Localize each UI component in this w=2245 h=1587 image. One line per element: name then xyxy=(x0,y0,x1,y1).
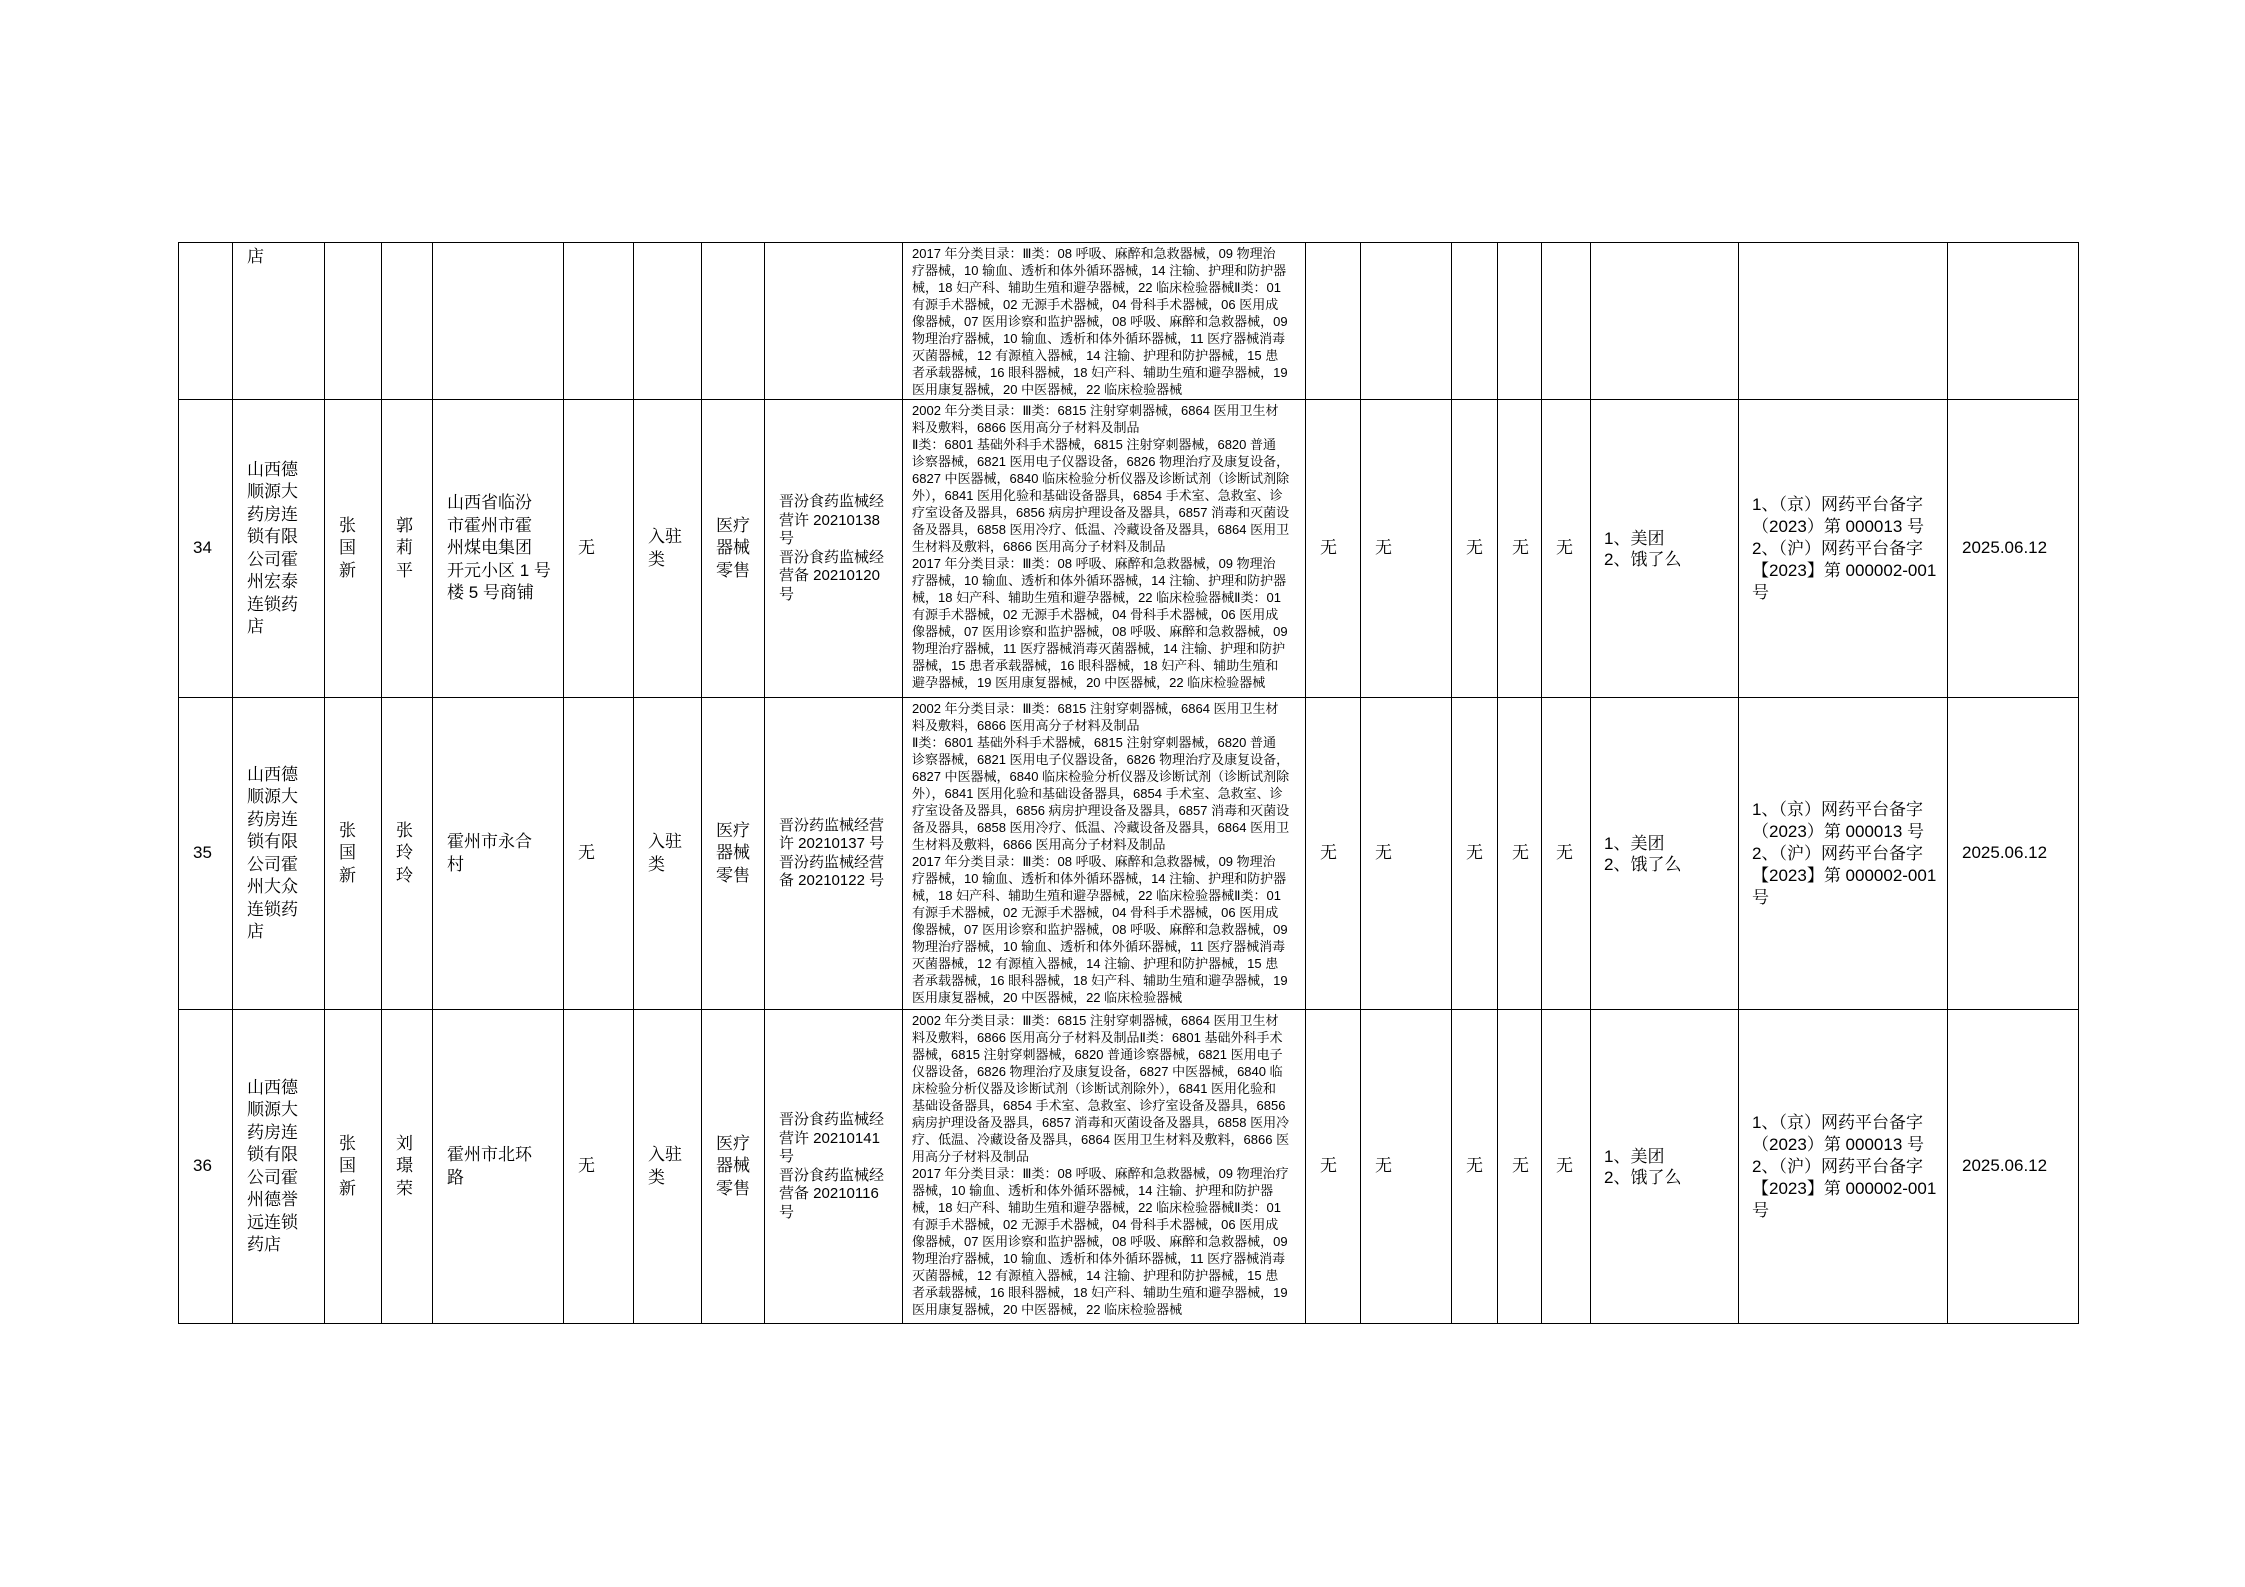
company-name-line: 山西德 xyxy=(247,764,298,784)
entry-type-cell xyxy=(634,698,702,1010)
license-number-line: 营许 20210138 xyxy=(779,511,880,529)
business-scope-line: 疗器械，10 输血、透析和体外循环器械，14 注输、护理和防护器 xyxy=(912,263,1287,278)
field-6-value: 无 xyxy=(578,843,595,863)
platform-record-number-line: （2023）第 000013 号 xyxy=(1752,516,1924,536)
license-number-line: 晋汾药监械经营 xyxy=(779,853,885,871)
business-scope-line: 者承载器械，16 眼科器械，18 妇产科、辅助生殖和避孕器械，19 xyxy=(912,973,1288,988)
business-type-line: 医疗 xyxy=(716,820,750,840)
business-scope-line: 疗器械，10 输血、透析和体外循环器械，14 注输、护理和防护器 xyxy=(912,573,1287,588)
business-scope-line: 疗器械，10 输血、透析和体外循环器械，14 注输、护理和防护器 xyxy=(912,871,1287,886)
business-scope-line: 械，18 妇产科、辅助生殖和避孕器械，22 临床检验器械Ⅱ类：01 xyxy=(912,888,1282,903)
entry-type-cell xyxy=(634,243,702,400)
business-type-line: 器械 xyxy=(716,843,750,863)
legal-representative-line: 新 xyxy=(339,865,356,885)
field-11-value: 无 xyxy=(1320,1156,1337,1176)
business-scope-line: Ⅱ类：6801 基础外科手术器械，6815 注射穿刺器械，6820 普通 xyxy=(912,735,1276,750)
field-13-value-cell xyxy=(1452,698,1498,1010)
entry-type-line: 类 xyxy=(648,549,665,569)
business-scope-line: 医用康复器械，20 中医器械，22 临床检验器械 xyxy=(912,990,1183,1005)
company-name-line: 锁有限 xyxy=(247,832,298,851)
address-line: 村 xyxy=(447,854,464,874)
platform-record-number-line: 【2023】第 000002-001 xyxy=(1752,1178,1937,1198)
business-scope-line: 生材料及敷料，6866 医用高分子材料及制品 xyxy=(912,837,1166,852)
license-number-cell xyxy=(765,243,903,400)
business-scope-line: 6827 中医器械，6840 临床检验分析仪器及诊断试剂（诊断试剂除 xyxy=(912,769,1290,784)
business-type-cell xyxy=(702,698,765,1010)
address-line: 霍州市北环 xyxy=(447,1145,532,1164)
business-scope-line: 疗室设备及器具，6856 病房护理设备及器具，6857 消毒和灭菌设 xyxy=(912,803,1290,818)
business-scope-line: 灭菌器械，12 有源植入器械，14 注输、护理和防护器械，15 患 xyxy=(912,956,1279,971)
legal-representative-line: 国 xyxy=(339,1156,356,1176)
platform-record-number-line: 号 xyxy=(1752,1200,1769,1220)
license-number-line: 号 xyxy=(779,1148,795,1165)
date: 2025.06.12 xyxy=(1962,843,2048,863)
business-scope-cell xyxy=(903,400,1306,698)
platform-list-cell xyxy=(1591,400,1739,698)
business-type-line: 零售 xyxy=(716,865,750,885)
person-in-charge-line: 平 xyxy=(396,560,413,580)
platform-record-number-line: 1、（京）网药平台备字 xyxy=(1752,494,1923,514)
business-scope-line: Ⅱ类：6801 基础外科手术器械，6815 注射穿刺器械，6820 普通 xyxy=(912,437,1276,452)
business-scope-line: 2017 年分类目录：Ⅲ类：08 呼吸、麻醉和急救器械，09 物理治 xyxy=(912,556,1276,571)
field-12-value-cell xyxy=(1361,243,1452,400)
company-name-line: 公司霍 xyxy=(247,854,298,874)
person-in-charge-line: 玲 xyxy=(396,865,413,885)
business-scope-line: 料及敷料，6866 医用高分子材料及制品Ⅱ类：6801 基础外科手术 xyxy=(912,1030,1283,1045)
legal-representative-line: 张 xyxy=(339,515,356,535)
field-13-value: 无 xyxy=(1466,538,1483,558)
business-scope-line: 像器械，07 医用诊察和监护器械，08 呼吸、麻醉和急救器械，09 xyxy=(912,1234,1288,1249)
address-line: 市霍州市霍 xyxy=(447,515,532,535)
platform-record-number-cell xyxy=(1739,1010,1948,1324)
platform-record-number-line: 【2023】第 000002-001 xyxy=(1752,865,1937,885)
legal-representative-cell xyxy=(325,243,382,400)
business-scope-line: 有源手术器械，02 无源手术器械，04 骨科手术器械，06 医用成 xyxy=(912,297,1279,312)
address-cell xyxy=(433,400,564,698)
business-type-cell xyxy=(702,400,765,698)
address-line: 霍州市永合 xyxy=(447,832,532,851)
platform-record-number-cell xyxy=(1739,243,1948,400)
legal-representative-line: 国 xyxy=(339,843,356,863)
business-type-line: 零售 xyxy=(716,560,750,580)
business-scope-line: 诊察器械，6821 医用电子仪器设备，6826 物理治疗及康复设备， xyxy=(912,752,1290,767)
field-11-value: 无 xyxy=(1320,538,1337,558)
business-type-cell xyxy=(702,243,765,400)
person-in-charge-cell xyxy=(382,400,433,698)
field-6-value-cell xyxy=(564,243,634,400)
platform-record-number-line: （2023）第 000013 号 xyxy=(1752,821,1924,841)
field-13-value-cell xyxy=(1452,1010,1498,1324)
date-cell xyxy=(1948,400,2079,698)
business-scope-line: 2017 年分类目录：Ⅲ类：08 呼吸、麻醉和急救器械，09 物理治疗 xyxy=(912,1166,1289,1181)
serial-number-cell xyxy=(179,400,233,698)
business-scope-line: 生材料及敷料，6866 医用高分子材料及制品 xyxy=(912,539,1166,554)
license-number-line: 营备 20210116 xyxy=(779,1185,879,1202)
business-scope-line: 灭菌器械，12 有源植入器械，14 注输、护理和防护器械，15 患 xyxy=(912,1268,1279,1283)
field-6-value-cell xyxy=(564,400,634,698)
business-scope-line: 者承载器械，16 眼科器械，18 妇产科、辅助生殖和避孕器械，19 xyxy=(912,1285,1288,1300)
field-13-value: 无 xyxy=(1466,1156,1483,1176)
business-scope-line: 械，18 妇产科、辅助生殖和避孕器械，22 临床检验器械Ⅱ类：01 xyxy=(912,590,1282,605)
business-scope-line: 床检验分析仪器及诊断试剂（诊断试剂除外），6841 医用化验和 xyxy=(912,1081,1277,1096)
business-scope-cell xyxy=(903,243,1306,400)
legal-representative-line: 张 xyxy=(339,820,356,840)
business-scope-cell xyxy=(903,698,1306,1010)
business-scope-line: 外），6841 医用化验和基础设备器具，6854 手术室、急救室、诊 xyxy=(912,786,1283,801)
field-15-value: 无 xyxy=(1556,1156,1573,1176)
platform-list-line: 1、美团 xyxy=(1604,1146,1665,1166)
platform-record-number-line: 1、（京）网药平台备字 xyxy=(1752,799,1923,819)
business-type-line: 器械 xyxy=(716,1156,750,1176)
business-scope-line: 基础设备器具，6854 手术室、急救室、诊疗室设备及器具，6856 xyxy=(912,1098,1286,1113)
field-14-value: 无 xyxy=(1512,538,1529,558)
field-11-value-cell xyxy=(1306,400,1361,698)
address-line: 路 xyxy=(447,1167,464,1187)
business-scope-line: 6827 中医器械，6840 临床检验分析仪器及诊断试剂（诊断试剂除 xyxy=(912,471,1290,486)
company-name-cell xyxy=(233,1010,325,1324)
table-row xyxy=(179,400,2079,698)
company-name-line: 州德誉 xyxy=(247,1190,298,1209)
business-scope-line: 物理治疗器械，10 输血、透析和体外循环器械，11 医疗器械消毒 xyxy=(912,1251,1286,1266)
business-scope-line: 器械，10 输血、透析和体外循环器械，14 注输、护理和防护器 xyxy=(912,1183,1274,1198)
platform-record-number-line: 号 xyxy=(1752,887,1769,907)
legal-representative-line: 张 xyxy=(339,1133,356,1153)
business-scope-line: 医用康复器械，20 中医器械，22 临床检验器械 xyxy=(912,1302,1183,1317)
business-scope-line: 2017 年分类目录：Ⅲ类：08 呼吸、麻醉和急救器械，09 物理治 xyxy=(912,246,1276,261)
company-name-line: 公司霍 xyxy=(247,1167,298,1187)
license-number-line: 营备 20210120 xyxy=(779,567,880,584)
company-name-line: 锁有限 xyxy=(247,527,298,546)
business-scope-line: 灭菌器械，12 有源植入器械，14 注输、护理和防护器械，15 患 xyxy=(912,348,1279,363)
serial-number: 35 xyxy=(193,843,212,863)
field-13-value-cell xyxy=(1452,243,1498,400)
field-6-value: 无 xyxy=(578,1156,595,1176)
field-13-value: 无 xyxy=(1466,843,1483,863)
field-12-value: 无 xyxy=(1375,1156,1392,1176)
serial-number: 34 xyxy=(193,538,212,558)
address-cell xyxy=(433,243,564,400)
legal-representative-line: 新 xyxy=(339,560,356,580)
field-11-value-cell xyxy=(1306,243,1361,400)
field-12-value-cell xyxy=(1361,400,1452,698)
business-scope-line: 用高分子材料及制品 xyxy=(912,1149,1030,1164)
entry-type-cell xyxy=(634,400,702,698)
company-name-cell xyxy=(233,698,325,1010)
address-cell xyxy=(433,698,564,1010)
business-scope-line: 2017 年分类目录：Ⅲ类：08 呼吸、麻醉和急救器械，09 物理治 xyxy=(912,854,1276,869)
business-scope-line: 诊察器械，6821 医用电子仪器设备，6826 物理治疗及康复设备， xyxy=(912,454,1290,469)
business-scope-line: 器械，15 患者承载器械，16 眼科器械，18 妇产科、辅助生殖和 xyxy=(912,658,1279,673)
field-15-value: 无 xyxy=(1556,538,1573,558)
person-in-charge-line: 张 xyxy=(396,820,413,840)
company-name-line: 店 xyxy=(247,922,264,941)
license-number-line: 号 xyxy=(779,1203,795,1221)
field-11-value-cell xyxy=(1306,1010,1361,1324)
field-6-value-cell xyxy=(564,1010,634,1324)
table-row xyxy=(179,1010,2079,1324)
business-scope-line: 料及敷料，6866 医用高分子材料及制品 xyxy=(912,420,1140,435)
entry-type-line: 类 xyxy=(648,1167,665,1187)
license-number-line: 晋汾食药监械经 xyxy=(779,1111,885,1128)
table-row xyxy=(179,698,2079,1010)
address-line: 楼 5 号商铺 xyxy=(447,583,534,603)
company-name-line: 药店 xyxy=(247,1235,281,1254)
business-scope-line: 有源手术器械，02 无源手术器械，04 骨科手术器械，06 医用成 xyxy=(912,607,1279,622)
person-in-charge-cell xyxy=(382,1010,433,1324)
business-scope-line: 像器械，07 医用诊察和监护器械，08 呼吸、麻醉和急救器械，09 xyxy=(912,314,1288,329)
address-cell xyxy=(433,1010,564,1324)
platform-list-line: 2、饿了么 xyxy=(1604,1167,1682,1187)
person-in-charge-line: 莉 xyxy=(396,538,413,558)
legal-representative-line: 新 xyxy=(339,1178,356,1198)
legal-representative-cell xyxy=(325,698,382,1010)
field-15-value-cell xyxy=(1542,698,1591,1010)
license-number-line: 晋汾药监械经营 xyxy=(779,816,885,834)
person-in-charge-line: 荣 xyxy=(396,1178,413,1198)
table-row xyxy=(179,243,2079,400)
platform-list-line: 2、饿了么 xyxy=(1604,854,1682,874)
field-6-value: 无 xyxy=(578,538,595,558)
field-12-value-cell xyxy=(1361,698,1452,1010)
license-number-cell xyxy=(765,1010,903,1324)
field-14-value: 无 xyxy=(1512,1156,1529,1176)
field-11-value-cell xyxy=(1306,698,1361,1010)
company-name-line: 连锁药 xyxy=(247,594,298,614)
date-cell xyxy=(1948,1010,2079,1324)
field-12-value: 无 xyxy=(1375,538,1392,558)
company-name-line: 远连锁 xyxy=(247,1212,298,1232)
business-scope-line: 疗室设备及器具，6856 病房护理设备及器具，6857 消毒和灭菌设 xyxy=(912,505,1290,520)
address-line: 州煤电集团 xyxy=(447,538,532,558)
platform-list-cell xyxy=(1591,243,1739,400)
entry-type-line: 类 xyxy=(648,854,665,874)
license-number-line: 晋汾食药监械经 xyxy=(779,1166,885,1184)
legal-representative-line: 国 xyxy=(339,538,356,558)
business-scope-line: 械，18 妇产科、辅助生殖和避孕器械，22 临床检验器械Ⅱ类：01 xyxy=(912,280,1282,295)
serial-number-cell xyxy=(179,698,233,1010)
address-line: 山西省临汾 xyxy=(447,493,532,513)
platform-list-line: 2、饿了么 xyxy=(1604,549,1682,569)
field-11-value: 无 xyxy=(1320,843,1337,863)
platform-record-number-line: 2、（沪）网药平台备字 xyxy=(1752,538,1923,558)
date: 2025.06.12 xyxy=(1962,1156,2048,1176)
license-number-line: 号 xyxy=(779,585,795,603)
company-name-line: 药房连 xyxy=(247,1122,298,1142)
company-name-line: 连锁药 xyxy=(247,899,298,919)
business-type-line: 零售 xyxy=(716,1178,750,1198)
business-scope-line: 疗、低温、冷藏设备及器具，6864 医用卫生材料及敷料，6866 医 xyxy=(912,1132,1290,1147)
business-scope-line: 料及敷料，6866 医用高分子材料及制品 xyxy=(912,718,1140,733)
business-scope-line: 2002 年分类目录：Ⅲ类：6815 注射穿刺器械，6864 医用卫生材 xyxy=(912,403,1279,418)
person-in-charge-line: 刘 xyxy=(396,1133,413,1153)
field-14-value: 无 xyxy=(1512,843,1529,863)
business-scope-line: 有源手术器械，02 无源手术器械，04 骨科手术器械，06 医用成 xyxy=(912,1217,1279,1232)
platform-record-number-line: 2、（沪）网药平台备字 xyxy=(1752,843,1923,863)
business-scope-cell xyxy=(903,1010,1306,1324)
company-name-line: 州大众 xyxy=(247,877,298,896)
business-scope-line: 仪器设备，6826 物理治疗及康复设备，6827 中医器械，6840 临 xyxy=(912,1064,1283,1079)
company-name-line: 店 xyxy=(247,617,264,636)
platform-record-number-line: 号 xyxy=(1752,582,1769,602)
platform-record-number-cell xyxy=(1739,400,1948,698)
date-cell xyxy=(1948,698,2079,1010)
company-name-line: 州宏泰 xyxy=(247,572,298,591)
company-name-line: 药房连 xyxy=(247,809,298,829)
business-scope-line: 备及器具，6858 医用冷疗、低温、冷藏设备及器具，6864 医用卫 xyxy=(912,820,1290,835)
business-type-cell xyxy=(702,1010,765,1324)
platform-list-cell xyxy=(1591,698,1739,1010)
platform-list-line: 1、美团 xyxy=(1604,833,1665,853)
legal-representative-cell xyxy=(325,1010,382,1324)
entry-type-line: 入驻 xyxy=(648,832,682,851)
business-scope-line: 病房护理设备及器具，6857 消毒和灭菌设备及器具，6858 医用冷 xyxy=(912,1115,1290,1130)
company-name-line: 公司霍 xyxy=(247,549,298,569)
legal-representative-cell xyxy=(325,400,382,698)
license-number-line: 晋汾食药监械经 xyxy=(779,548,885,566)
business-scope-line: 像器械，07 医用诊察和监护器械，08 呼吸、麻醉和急救器械，09 xyxy=(912,922,1288,937)
platform-record-number-line: 【2023】第 000002-001 xyxy=(1752,560,1937,580)
platform-record-number-line: （2023）第 000013 号 xyxy=(1752,1134,1924,1154)
business-type-line: 医疗 xyxy=(716,1133,750,1153)
business-scope-line: 器械，6815 注射穿刺器械，6820 普通诊察器械，6821 医用电子 xyxy=(912,1047,1283,1062)
business-scope-line: 械，18 妇产科、辅助生殖和避孕器械，22 临床检验器械Ⅱ类：01 xyxy=(912,1200,1282,1215)
business-scope-line: 物理治疗器械，11 医疗器械消毒灭菌器械，14 注输、护理和防护 xyxy=(912,641,1286,656)
company-name-line: 顺源大 xyxy=(247,1100,298,1119)
business-scope-line: 有源手术器械，02 无源手术器械，04 骨科手术器械，06 医用成 xyxy=(912,905,1279,920)
business-scope-line: 避孕器械，19 医用康复器械，20 中医器械，22 临床检验器械 xyxy=(912,675,1266,690)
serial-number-cell xyxy=(179,243,233,400)
company-name-line: 药房连 xyxy=(247,504,298,524)
license-number-cell xyxy=(765,400,903,698)
platform-record-number-cell xyxy=(1739,698,1948,1010)
field-14-value-cell xyxy=(1498,243,1542,400)
entry-type-cell xyxy=(634,1010,702,1324)
date: 2025.06.12 xyxy=(1962,538,2048,558)
table-body xyxy=(179,243,2079,1324)
serial-number: 36 xyxy=(193,1156,212,1176)
company-name-cell xyxy=(233,400,325,698)
person-in-charge-cell xyxy=(382,243,433,400)
field-12-value: 无 xyxy=(1375,843,1392,863)
business-scope-line: 外），6841 医用化验和基础设备器具，6854 手术室、急救室、诊 xyxy=(912,488,1283,503)
license-number-line: 号 xyxy=(779,530,795,547)
serial-number-cell xyxy=(179,1010,233,1324)
entry-type-line: 入驻 xyxy=(648,1145,682,1164)
person-in-charge-line: 玲 xyxy=(396,843,413,863)
company-name-line: 锁有限 xyxy=(247,1145,298,1164)
field-14-value-cell xyxy=(1498,698,1542,1010)
store-records-table xyxy=(178,242,2079,1324)
field-15-value-cell xyxy=(1542,243,1591,400)
platform-list-cell xyxy=(1591,1010,1739,1324)
business-scope-line: 2002 年分类目录：Ⅲ类：6815 注射穿刺器械，6864 医用卫生材 xyxy=(912,1013,1279,1028)
company-name-line: 店 xyxy=(247,247,264,266)
license-number-line: 许 20210137 号 xyxy=(779,835,885,852)
field-14-value-cell xyxy=(1498,1010,1542,1324)
platform-record-number-line: 1、（京）网药平台备字 xyxy=(1752,1112,1923,1132)
business-scope-line: 者承载器械，16 眼科器械，18 妇产科、辅助生殖和避孕器械，19 xyxy=(912,365,1288,380)
business-scope-line: 2002 年分类目录：Ⅲ类：6815 注射穿刺器械，6864 医用卫生材 xyxy=(912,701,1279,716)
person-in-charge-line: 郭 xyxy=(396,515,413,535)
business-scope-line: 物理治疗器械，10 输血、透析和体外循环器械，11 医疗器械消毒 xyxy=(912,939,1286,954)
platform-record-number-line: 2、（沪）网药平台备字 xyxy=(1752,1156,1923,1176)
business-scope-line: 物理治疗器械，10 输血、透析和体外循环器械，11 医疗器械消毒 xyxy=(912,331,1286,346)
company-name-cell xyxy=(233,243,325,400)
person-in-charge-cell xyxy=(382,698,433,1010)
address-line: 开元小区 1 号 xyxy=(447,560,551,580)
field-13-value-cell xyxy=(1452,400,1498,698)
license-number-line: 晋汾食药监械经 xyxy=(779,493,885,510)
business-scope-line: 备及器具，6858 医用冷疗、低温、冷藏设备及器具，6864 医用卫 xyxy=(912,522,1290,537)
person-in-charge-line: 璟 xyxy=(396,1156,413,1176)
field-6-value-cell xyxy=(564,698,634,1010)
business-type-line: 医疗 xyxy=(716,515,750,535)
company-name-line: 山西德 xyxy=(247,1077,298,1097)
business-scope-line: 医用康复器械，20 中医器械，22 临床检验器械 xyxy=(912,382,1183,397)
field-12-value-cell xyxy=(1361,1010,1452,1324)
field-14-value-cell xyxy=(1498,400,1542,698)
company-name-line: 顺源大 xyxy=(247,787,298,806)
license-number-cell xyxy=(765,698,903,1010)
field-15-value-cell xyxy=(1542,1010,1591,1324)
field-15-value: 无 xyxy=(1556,843,1573,863)
company-name-line: 顺源大 xyxy=(247,482,298,501)
business-type-line: 器械 xyxy=(716,538,750,558)
entry-type-line: 入驻 xyxy=(648,527,682,546)
business-scope-line: 像器械，07 医用诊察和监护器械，08 呼吸、麻醉和急救器械，09 xyxy=(912,624,1288,639)
platform-list-line: 1、美团 xyxy=(1604,528,1665,548)
field-15-value-cell xyxy=(1542,400,1591,698)
company-name-line: 山西德 xyxy=(247,459,298,479)
license-number-line: 营许 20210141 xyxy=(779,1129,880,1147)
date-cell xyxy=(1948,243,2079,400)
license-number-line: 备 20210122 号 xyxy=(779,872,885,889)
